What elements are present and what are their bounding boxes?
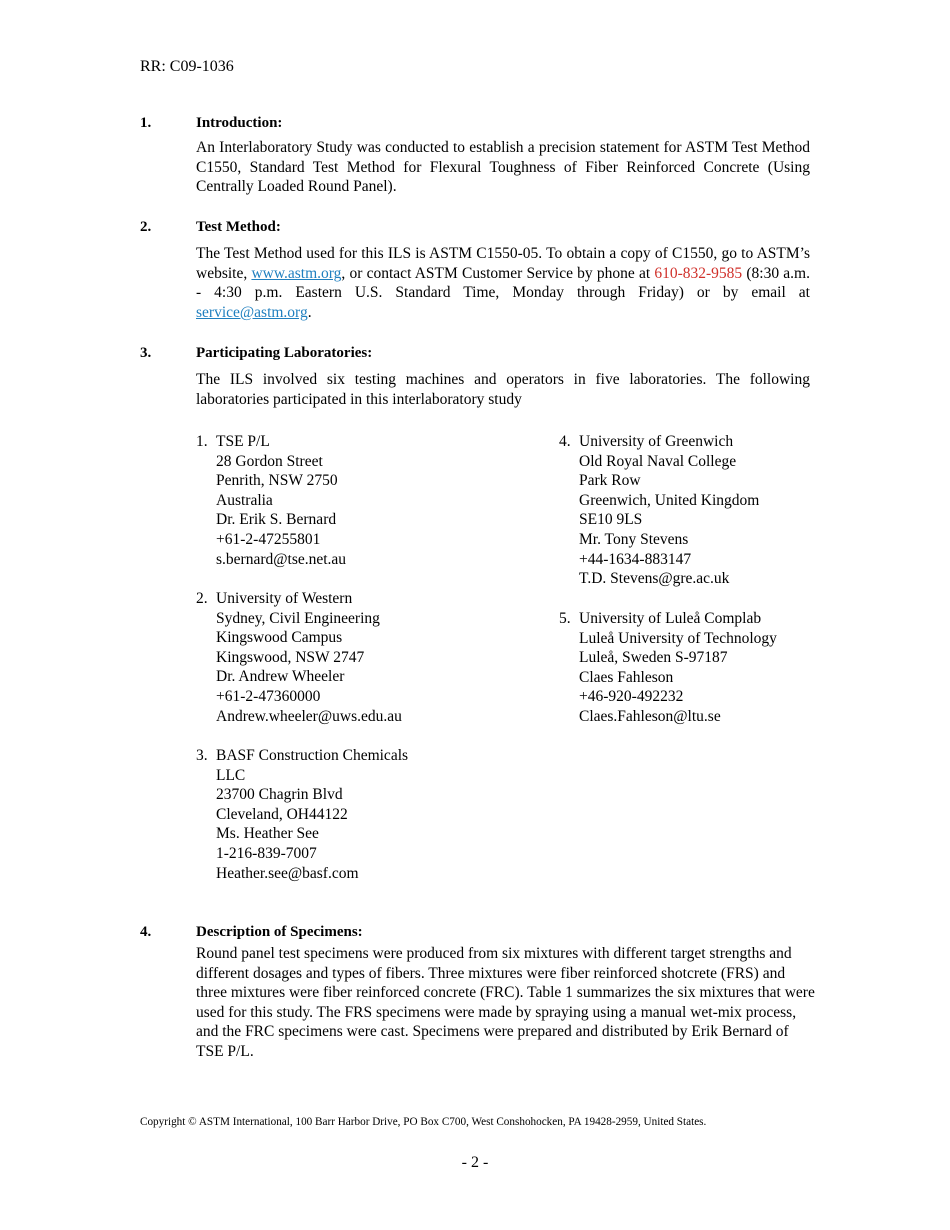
- lab-2-number: 2.: [196, 590, 208, 607]
- lab-1: [196, 432, 346, 569]
- lab-5-contact: Claes Fahleson: [579, 668, 674, 686]
- lab-2-email: Andrew.wheeler@uws.edu.au: [216, 707, 402, 725]
- lab-4: [559, 432, 759, 589]
- lab-4-contact: Mr. Tony Stevens: [579, 530, 689, 548]
- section-1-number: 1.: [140, 115, 152, 131]
- page-number: - 2 -: [461, 1154, 489, 1171]
- section-2-text-d: .: [307, 303, 312, 321]
- section-3-number: 3.: [140, 345, 152, 361]
- lab-4-number: 4.: [559, 433, 571, 450]
- lab-4-name: University of Greenwich: [579, 433, 734, 450]
- customer-service-phone: 610-832-9585: [654, 264, 743, 282]
- lab-3-contact: Ms. Heather See: [216, 825, 319, 843]
- lab-3-name: BASF Construction Chemicals: [216, 747, 409, 764]
- lab-2: [196, 589, 402, 726]
- lab-1-name: TSE P/L: [216, 433, 270, 450]
- lab-5-name: University of Luleå Complab: [579, 610, 762, 627]
- section-4-number: 4.: [140, 924, 152, 940]
- lab-4-email: T.D. Stevens@gre.ac.uk: [579, 570, 730, 588]
- lab-3: [196, 746, 408, 883]
- lab-2-address-line: Kingswood Campus: [216, 629, 343, 647]
- lab-1-email: s.bernard@tse.net.au: [216, 550, 347, 568]
- section-3-text: The ILS involved six testing machines and operators in five laboratories. The following laboratories participated in this interlaboratory study: [196, 371, 810, 408]
- section-3-title: Participating Laboratories:: [196, 345, 373, 361]
- copyright-footer: Copyright © ASTM International, 100 Barr Harbor Drive, PO Box C700, West Conshohocken, PA 19428-2959, United States.: [140, 1116, 707, 1128]
- lab-2-name: University of Western: [216, 590, 353, 607]
- lab-5-address-line: Luleå University of Technology: [579, 629, 777, 647]
- lab-5-email: Claes.Fahleson@ltu.se: [579, 707, 721, 725]
- section-4-title: Description of Specimens:: [196, 924, 363, 940]
- astm-website-link[interactable]: www.astm.org: [251, 264, 342, 282]
- lab-4-phone: +44-1634-883147: [579, 550, 692, 568]
- lab-3-address-line: 23700 Chagrin Blvd: [216, 786, 343, 804]
- section-2-text: [196, 244, 810, 322]
- lab-2-address-line: Kingswood, NSW 2747: [216, 648, 365, 666]
- section-1-title: Introduction:: [196, 115, 283, 131]
- lab-3-address-line: Cleveland, OH44122: [216, 805, 348, 823]
- lab-5-phone: +46-920-492232: [579, 688, 684, 706]
- section-2-text-a: The Test Method used for this ILS is ASTM C1550-05. To obtain a copy of C1550, go to ASTM’s website,: [196, 245, 810, 282]
- section-1-text: An Interlaboratory Study was conducted to establish a precision statement for ASTM Test Method C1550, Standard Test Method for Flexural Toughness of Fiber Reinforced Concrete (Using Centrally Loaded Round Panel).: [196, 139, 810, 196]
- lab-5-number: 5.: [559, 610, 571, 627]
- lab-2-name: Sydney, Civil Engineering: [216, 609, 380, 627]
- section-4-text: Round panel test specimens were produced from six mixtures with different target strengths and different dosages and types of fibers. Three mixtures were fiber reinforced shotcrete (FRS) and three mixtures were fiber reinforced concrete (FRC). Table 1 summarizes the six mixtures that were used for this study. The FRS specimens were made by spraying using a manual wet-mix process, and the FRC specimens were cast. Specimens were prepared and distributed by Erik Bernard of TSE P/L.: [196, 945, 815, 1060]
- lab-2-phone: +61-2-47360000: [216, 687, 321, 705]
- section-2-title: Test Method:: [196, 219, 281, 235]
- section-2-text-b: , or contact ASTM Customer Service by phone at: [341, 264, 655, 282]
- lab-3-name: LLC: [216, 766, 246, 784]
- section-2-text-c: (8:30 a.m. - 4:30 p.m. Eastern U.S. Standard Time, Monday through Friday) or by email at: [196, 264, 810, 302]
- lab-1-address-line: Penrith, NSW 2750: [216, 472, 338, 490]
- lab-4-address-line: Park Row: [579, 472, 641, 490]
- section-2-number: 2.: [140, 219, 152, 235]
- lab-1-address-line: 28 Gordon Street: [216, 452, 323, 470]
- lab-1-number: 1.: [196, 433, 208, 450]
- lab-3-number: 3.: [196, 747, 208, 764]
- lab-2-contact: Dr. Andrew Wheeler: [216, 668, 345, 686]
- lab-4-address-line: Greenwich, United Kingdom: [579, 491, 760, 509]
- lab-3-email: Heather.see@basf.com: [216, 864, 359, 882]
- lab-4-address-line: Old Royal Naval College: [579, 452, 737, 470]
- lab-4-address-line: SE10 9LS: [579, 511, 643, 529]
- lab-5-address-line: Luleå, Sweden S-97187: [579, 649, 728, 667]
- lab-1-contact: Dr. Erik S. Bernard: [216, 511, 337, 529]
- lab-1-address-line: Australia: [216, 491, 273, 509]
- service-email-link[interactable]: service@astm.org: [196, 303, 308, 321]
- lab-1-phone: +61-2-47255801: [216, 530, 321, 548]
- report-id: RR: C09-1036: [140, 58, 234, 75]
- lab-3-phone: 1-216-839-7007: [216, 844, 317, 862]
- lab-5: [559, 609, 777, 727]
